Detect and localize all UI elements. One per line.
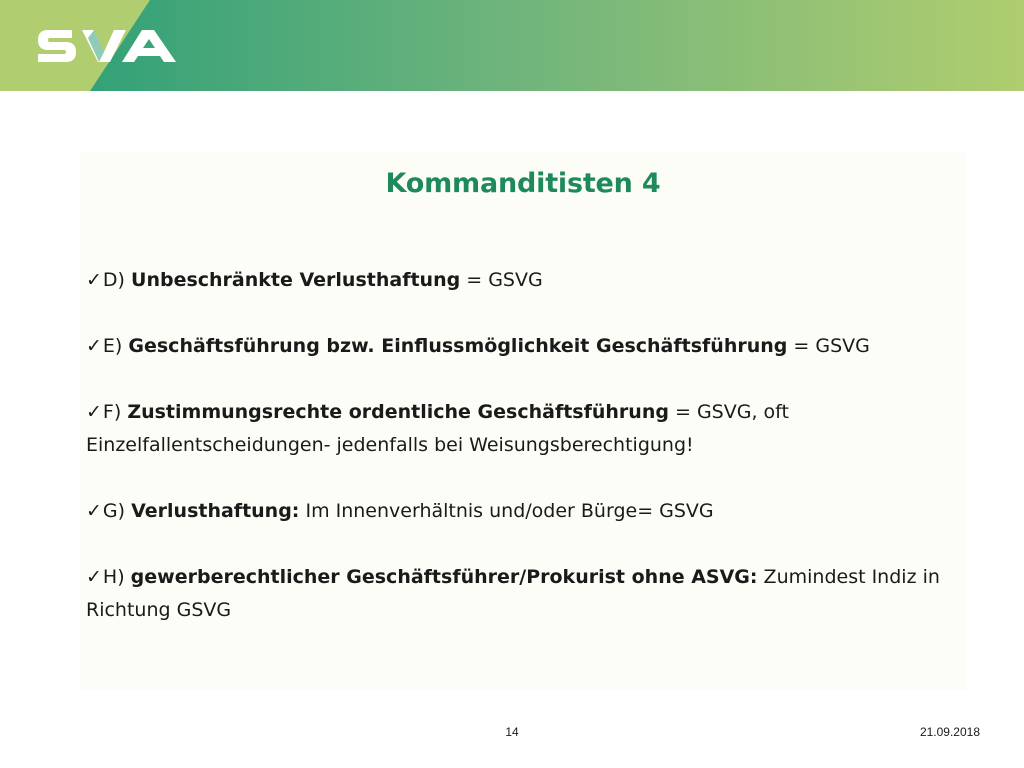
bullet-prefix: E)	[102, 335, 129, 357]
bullet-prefix: H)	[102, 566, 131, 588]
bullet-suffix: Im Innenverhältnis und/oder Bürge= GSVG	[299, 500, 714, 522]
checkmark-icon: ✓	[86, 269, 102, 291]
bullet-prefix: G)	[102, 500, 132, 522]
bullet-suffix: Zumindest Indiz in Richtung GSVG	[86, 566, 940, 621]
bullet-suffix: = GSVG, oft Einzelfallentscheidungen- jedenfalls bei Weisungsberechtigung!	[86, 401, 789, 456]
bullet-prefix: F)	[102, 401, 128, 423]
bullet-suffix: = GSVG	[460, 269, 543, 291]
page-number: 14	[505, 725, 519, 739]
header-band-wedge	[90, 0, 1024, 91]
bullet-item-f	[86, 396, 956, 462]
header-band	[0, 0, 1024, 91]
bullet-item-d	[86, 264, 956, 297]
bullet-item-h	[86, 561, 956, 627]
checkmark-icon: ✓	[86, 335, 102, 357]
slide-date: 21.09.2018	[919, 725, 980, 739]
bullet-bold-text: gewerberechtlicher Geschäftsführer/Prokurist ohne ASVG:	[130, 566, 758, 588]
slide-title: Kommanditisten 4	[385, 168, 661, 199]
checkmark-icon: ✓	[86, 566, 102, 588]
bullet-bold-text: Verlusthaftung:	[131, 500, 300, 522]
sva-logo	[36, 26, 178, 66]
bullet-item-g	[86, 495, 956, 528]
bullet-item-e	[86, 330, 956, 363]
checkmark-icon: ✓	[86, 401, 102, 423]
checkmark-icon: ✓	[86, 500, 102, 522]
bullet-bold-text: Geschäftsführung bzw. Einflussmöglichkeit Geschäftsführung	[128, 335, 788, 357]
bullet-suffix: = GSVG	[787, 335, 870, 357]
bullet-prefix: D)	[102, 269, 132, 291]
bullet-bold-text: Unbeschränkte Verlusthaftung	[131, 269, 461, 291]
bullet-list	[86, 264, 956, 627]
bullet-bold-text: Zustimmungsrechte ordentliche Geschäftsführung	[127, 401, 669, 423]
